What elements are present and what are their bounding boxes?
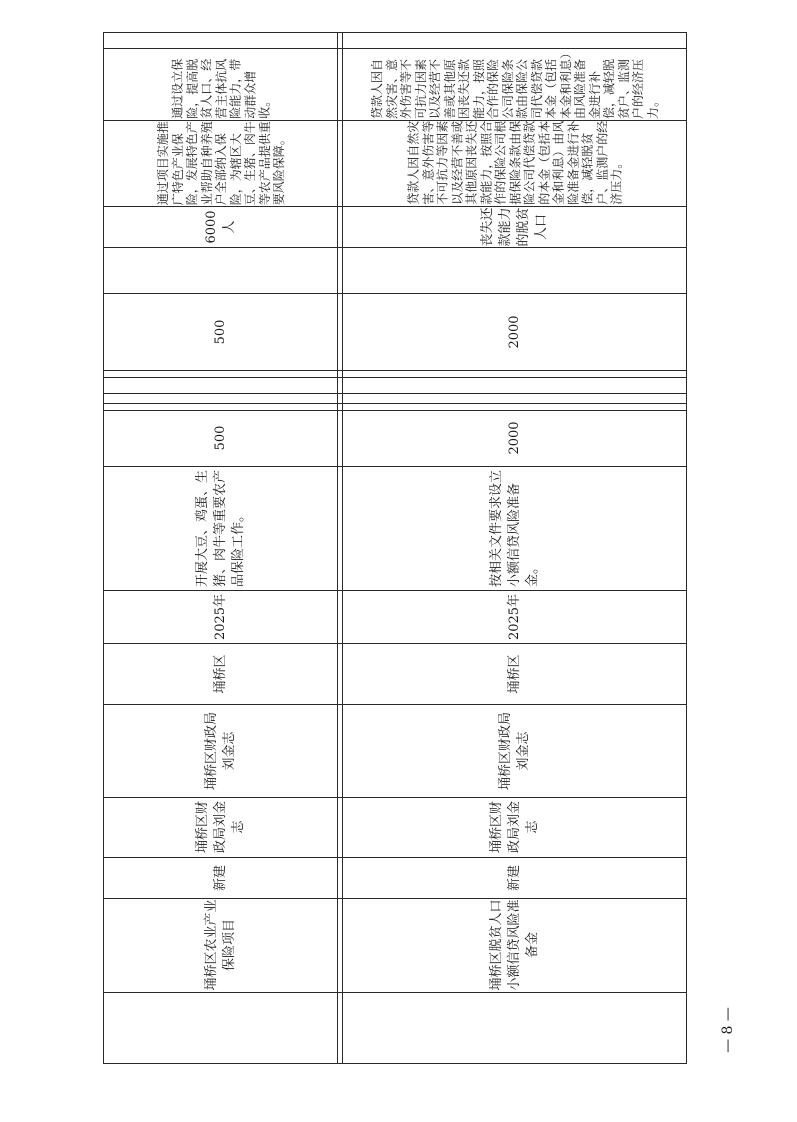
table-border-bottom	[103, 1063, 687, 1064]
content-cell	[343, 466, 686, 590]
responsible-person: 埇桥区财政局刘金志	[497, 711, 531, 790]
location: 埇桥区	[506, 654, 522, 694]
page-number-text: — 8 —	[720, 1007, 736, 1053]
location: 埇桥区	[212, 654, 228, 694]
location-cell	[104, 643, 337, 704]
responsible-person-cell	[104, 704, 337, 797]
amount-cell	[104, 410, 337, 466]
amount-cell	[104, 293, 337, 370]
mechanism-cell	[104, 120, 337, 206]
page-number	[718, 1007, 738, 1053]
amount: 500	[212, 425, 228, 451]
col-line	[103, 370, 687, 371]
col-line	[103, 403, 687, 404]
amount: 2000	[506, 314, 522, 349]
benefit-cell	[343, 48, 686, 120]
amount: 2000	[506, 421, 522, 455]
col-line	[103, 992, 687, 993]
beneficiaries: 6000人	[203, 209, 237, 244]
construction-content: 开展大豆、鸡蛋、生猪、肉牛等重要农产品保险工作。	[194, 469, 246, 587]
implementing-unit-cell	[343, 797, 686, 857]
performance-target: 通过设立保险，提高脱贫人口、经营主体抗风险能力，带动群众增收。	[169, 58, 271, 119]
amount-cell	[343, 293, 686, 370]
project-name-cell	[343, 898, 686, 992]
benefit-cell	[104, 48, 337, 120]
construction-content: 按相关文件要求设立小额信贷风险准备金。	[488, 469, 540, 587]
year-cell	[104, 590, 337, 643]
project-name-cell	[104, 898, 337, 992]
responsible-person: 埇桥区财政局刘金志	[203, 711, 237, 790]
performance-target: 贷款人因自然灾害、意外伤害等不可抗力因素以及经营不善或其他原因丧失还款能力，按照合作的保险公司保险条款由保险公司代偿贷款本金（包括本金和利息）由风险准备金进行补偿，减轻脱贫户、监测户的经济压力。	[369, 52, 659, 119]
col-line	[103, 247, 687, 248]
col-line	[103, 377, 687, 378]
build-type: 新建	[506, 864, 522, 891]
year: 2025年	[506, 593, 522, 640]
table-border-top	[103, 32, 687, 33]
project-name: 埇桥区农业产业保险项目	[203, 899, 237, 991]
responsible-person-cell	[343, 704, 686, 797]
benefit-mechanism: 通过项目实施推广特色产业保险，发展特色产业帮助自种养殖户全部纳入保险，为辖区大豆、生猪、肉牛等农产品提供重要风险保障。	[155, 120, 286, 205]
amount: 500	[212, 319, 228, 344]
year-cell	[343, 590, 686, 643]
build-type: 新建	[212, 864, 228, 891]
mechanism-cell	[343, 120, 686, 206]
build-type-cell	[343, 857, 686, 898]
beneficiaries-cell	[343, 206, 686, 247]
content-cell	[104, 466, 337, 590]
row-divider-1	[337, 32, 338, 1064]
amount-cell	[343, 410, 686, 466]
build-type-cell	[104, 857, 337, 898]
beneficiaries-cell	[104, 206, 337, 247]
table-border-right	[686, 32, 687, 1064]
location-cell	[343, 643, 686, 704]
implementing-unit: 埇桥区财政局刘金志	[194, 801, 246, 854]
year: 2025年	[212, 593, 228, 640]
col-line	[103, 393, 687, 394]
project-name: 埇桥区脱贫人口小额信贷风险准备金	[488, 899, 540, 991]
implementing-unit-cell	[104, 797, 337, 857]
benefit-mechanism: 贷款人因自然灾害、意外伤害等不可抗力等因素以及经营不善或其他原因丧失还款能力，按照合作的保险公司根据保险条款由保险公司代偿贷款的本金（包括本金和利息）由风险准备金进行补偿，减轻脱贫户、监测户的经济压力。	[405, 120, 623, 205]
implementing-unit: 埇桥区财政局刘金志	[488, 801, 540, 854]
beneficiaries: 丧失还款能力的脱贫人口	[479, 207, 549, 247]
